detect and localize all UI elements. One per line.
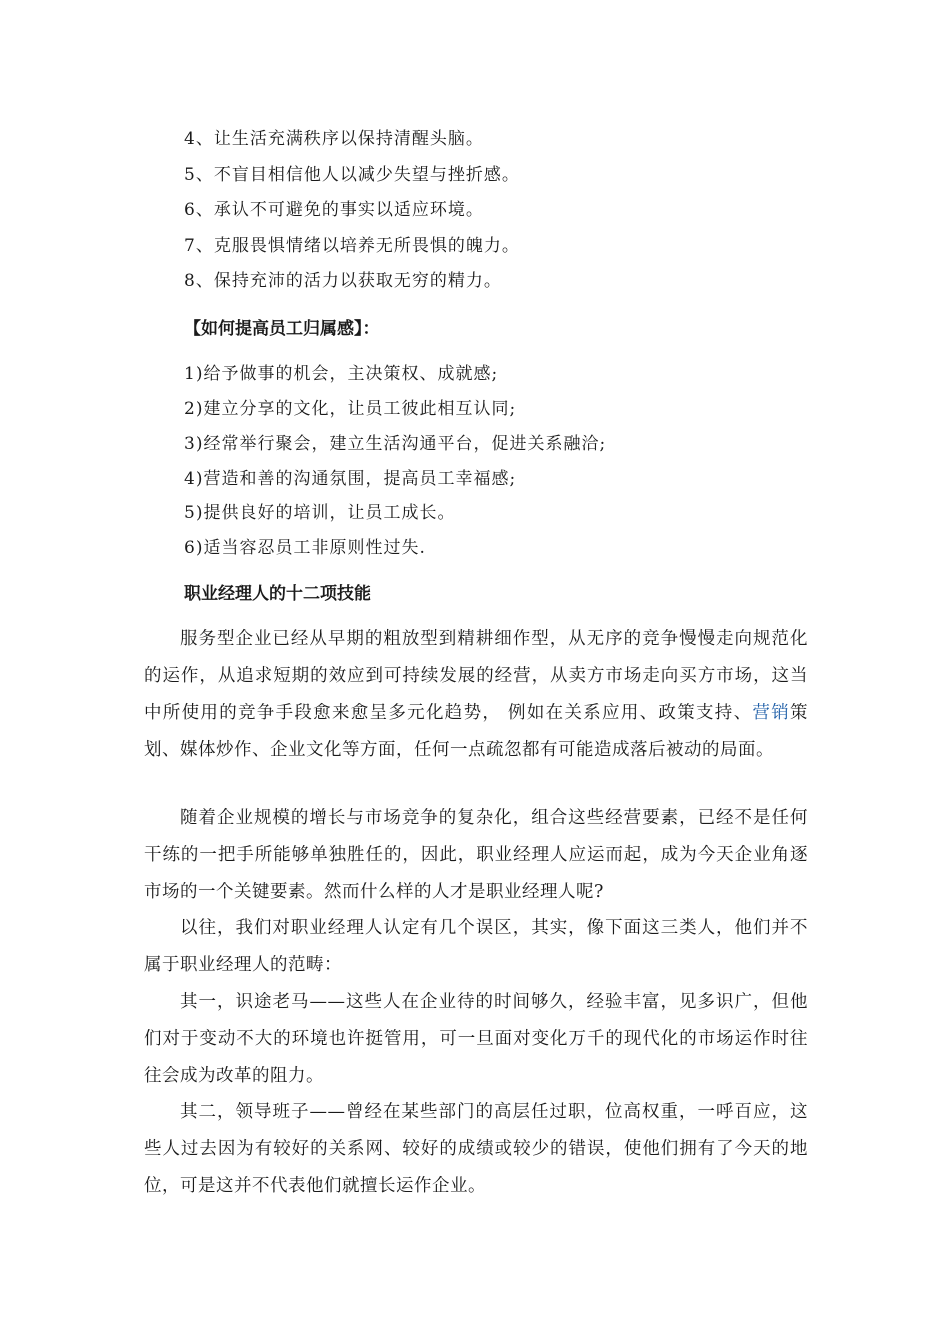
section-heading-skills: 职业经理人的十二项技能 xyxy=(184,584,371,604)
paragraph-text: 策划、媒体炒作、企业文化等方面，任何一点疏忽都有可能造成落后被动的局面。 xyxy=(144,703,809,760)
list-item: 8、保持充沛的活力以获取无穷的精力。 xyxy=(184,271,502,291)
list-item: 4)营造和善的沟通氛围，提高员工幸福感; xyxy=(184,469,517,489)
paragraph: 其一，识途老马——这些人在企业待的时间够久，经验丰富，见多识广，但他们对于变动不大的环境也许挺管用，可一旦面对变化万千的现代化的市场运作时往往会成为改革的阻力。 xyxy=(144,992,808,1086)
list-item: 3)经常举行聚会，建立生活沟通平台，促进关系融洽; xyxy=(184,434,607,454)
list-item: 5、不盲目相信他人以减少失望与挫折感。 xyxy=(184,165,520,185)
list-item: 2)建立分享的文化，让员工彼此相互认同; xyxy=(184,399,517,419)
paragraph: 其二，领导班子——曾经在某些部门的高层任过职，位高权重，一呼百应，这些人过去因为有较好的关系网、较好的成绩或较少的错误，使他们拥有了今天的地位，可是这并不代表他们就擅长运作企业。 xyxy=(144,1102,808,1196)
list-item: 4、让生活充满秩序以保持清醒头脑。 xyxy=(184,129,484,149)
list-item: 1)给予做事的机会，主决策权、成就感; xyxy=(184,364,499,384)
list-item: 6)适当容忍员工非原则性过失. xyxy=(184,538,426,558)
paragraph: 以往，我们对职业经理人认定有几个误区，其实，像下面这三类人，他们并不属于职业经理人的范畴： xyxy=(144,918,808,975)
marketing-link[interactable]: 营销 xyxy=(752,703,791,723)
list-item: 6、承认不可避免的事实以适应环境。 xyxy=(184,200,484,220)
section-heading-belonging: 【如何提高员工归属感】： xyxy=(184,319,380,339)
list-item: 5)提供良好的培训，让员工成长。 xyxy=(184,503,456,523)
list-item: 7、克服畏惧情绪以培养无所畏惧的魄力。 xyxy=(184,236,520,256)
paragraph-text: 服务型企业已经从早期的粗放型到精耕细作型，从无序的竞争慢慢走向规范化的运作，从追求短期的效应到可持续发展的经营，从卖方市场走向买方市场，这当中所使用的竞争手段愈来愈呈多元化趋势， 例如在关系应用、政策支持、 xyxy=(144,629,808,723)
paragraph: 随着企业规模的增长与市场竞争的复杂化，组合这些经营要素，已经不是任何干练的一把手所能够单独胜任的，因此，职业经理人应运而起，成为今天企业角逐市场的一个关键要素。然而什么样的人才是职业经理人呢? xyxy=(144,808,808,902)
paragraph xyxy=(144,621,808,769)
